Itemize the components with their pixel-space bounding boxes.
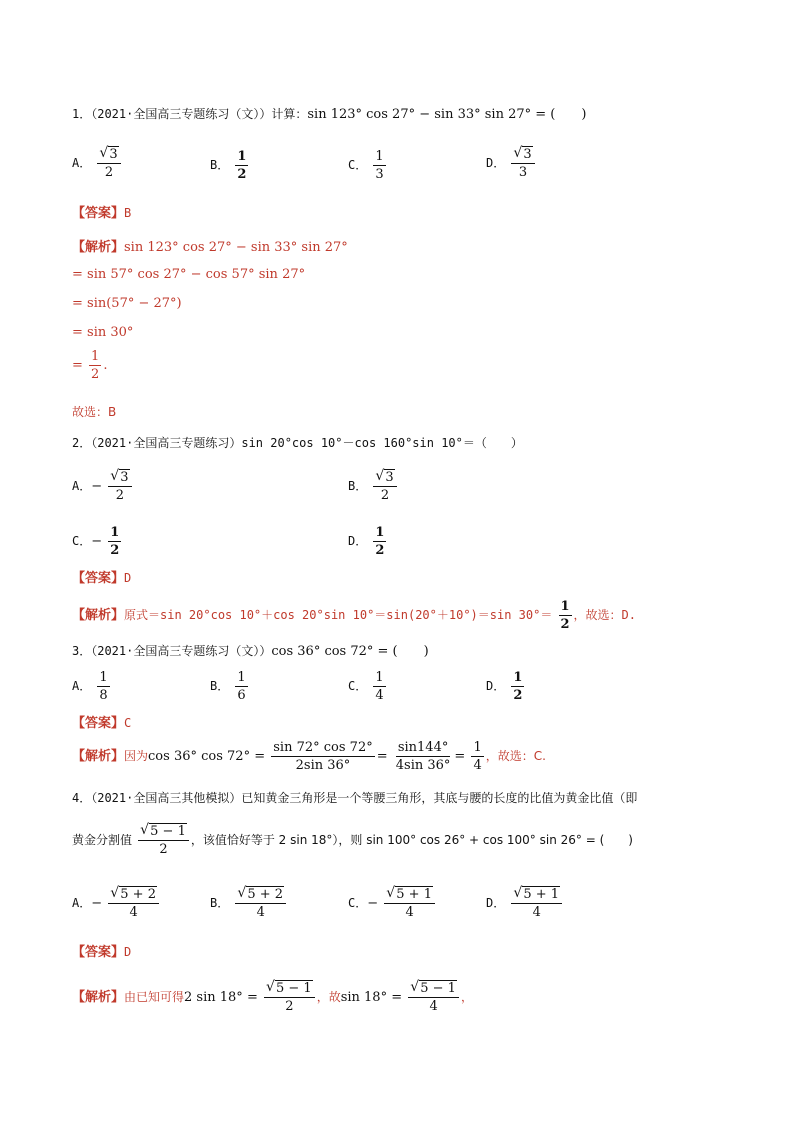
minus-sign: − <box>367 896 379 911</box>
analysis-text: ， <box>460 990 473 1004</box>
q3-answer <box>72 717 131 730</box>
numerator: 5 − 1 <box>275 981 312 996</box>
analysis-expr: sin 18° = <box>340 990 403 1005</box>
fraction <box>559 600 572 631</box>
denominator: 2 <box>159 842 168 857</box>
analysis-expr: 2 sin 18° = <box>184 990 258 1005</box>
fraction: √ 5 + 2 4 <box>235 888 286 919</box>
q3-source: 3．（2021·全国高三专题练习（文）） <box>72 644 272 658</box>
fraction: √ 5 + 1 4 <box>511 888 562 919</box>
q2-option-b[interactable] <box>348 468 399 503</box>
q4-analysis <box>72 979 473 1014</box>
fraction: √ 5 − 1 4 <box>408 982 459 1013</box>
analysis-text: ，故 <box>316 990 341 1004</box>
fraction <box>89 350 101 381</box>
minus-sign: − <box>91 534 103 549</box>
analysis-tag: 【解析】 <box>72 240 125 255</box>
equals-sign: = <box>72 358 83 373</box>
equals-sign: = <box>454 749 466 764</box>
denominator: 8 <box>99 688 108 703</box>
fraction <box>271 741 374 772</box>
denominator: 4 <box>429 999 438 1014</box>
fraction: √ 5 − 1 2 <box>138 825 189 856</box>
denominator: 2 <box>237 167 247 182</box>
answer-tag: 【答案】 <box>72 945 125 960</box>
denominator: 2 <box>104 165 114 180</box>
fraction: √ 3 2 <box>108 471 131 502</box>
q4-header: 4．（2021·全国高三其他模拟）已知黄金三角形是一个等腰三角形，其底与腰的长度的比值为黄金比值（即 <box>72 791 638 805</box>
option-label: C． <box>72 534 92 548</box>
option-label: D． <box>486 896 506 910</box>
analysis-end: ，故选：D. <box>573 608 636 622</box>
q3-header <box>72 645 429 658</box>
analysis-text: 由已知可得 <box>124 990 185 1004</box>
q2-analysis <box>72 600 636 631</box>
denominator: 2 <box>110 543 120 558</box>
denominator: 4 <box>532 905 541 920</box>
analysis-lhs: cos 36° cos 72° = <box>148 749 266 764</box>
denominator: 6 <box>237 688 246 703</box>
numerator: 1 <box>91 349 100 364</box>
fraction <box>373 526 386 557</box>
numerator: 5 + 1 <box>396 887 432 902</box>
numerator: 1 <box>99 670 108 685</box>
numerator: 1 <box>513 670 523 685</box>
option-label: B． <box>348 479 368 493</box>
denominator: 4 <box>405 905 414 920</box>
numerator: 5 − 1 <box>150 824 186 839</box>
answer-value: D <box>124 571 132 585</box>
denominator: 2 <box>513 688 523 703</box>
answer-value: D <box>124 945 132 959</box>
numerator: 3 <box>109 147 118 162</box>
option-label: B． <box>210 158 230 172</box>
numerator: 5 + 1 <box>523 887 560 902</box>
numerator: 3 <box>120 470 129 485</box>
q1-option-d[interactable] <box>486 145 537 180</box>
fraction: √ 3 2 <box>97 148 120 179</box>
option-label: B． <box>210 679 230 693</box>
option-label: D． <box>348 534 368 548</box>
minus-sign: − <box>91 896 103 911</box>
period: . <box>103 358 108 373</box>
denominator: 2 <box>91 367 100 382</box>
numerator: sin144° <box>397 740 449 755</box>
numerator: 5 − 1 <box>420 981 456 996</box>
q3-option-a[interactable] <box>72 671 112 702</box>
numerator: 1 <box>375 670 384 685</box>
fraction <box>471 741 483 772</box>
numerator: 1 <box>375 525 385 540</box>
fraction: √ 3 2 <box>373 471 396 502</box>
numerator: 1 <box>110 525 120 540</box>
q3-analysis <box>72 741 546 772</box>
fraction <box>235 150 248 181</box>
q2-option-a[interactable] <box>72 468 134 503</box>
option-label: C． <box>348 679 368 693</box>
numerator: 1 <box>237 670 246 685</box>
fraction <box>394 741 453 772</box>
denominator: 2 <box>380 488 390 503</box>
answer-tag: 【答案】 <box>72 206 125 221</box>
q3-option-d[interactable] <box>486 671 526 702</box>
q4-answer <box>72 946 131 959</box>
option-label: A． <box>72 679 92 693</box>
q4-option-c[interactable] <box>348 885 437 920</box>
q1-analysis-line-3: = sin(57° − 27°) <box>72 296 182 311</box>
denominator: 4 <box>473 758 482 773</box>
denominator: 3 <box>518 165 528 180</box>
q3-option-c[interactable] <box>348 671 388 702</box>
q1-analysis-line-2: = sin 57° cos 27° − cos 57° sin 27° <box>72 267 306 282</box>
denominator: 2 <box>115 488 125 503</box>
denominator: 4 <box>129 905 138 920</box>
option-label: D． <box>486 679 506 693</box>
denominator: 3 <box>375 167 384 182</box>
q1-analysis-line-1 <box>72 241 348 254</box>
q1-analysis-line-4: = sin 30° <box>72 325 134 340</box>
q4-line-2 <box>72 822 633 857</box>
analysis-end: ，故选：C. <box>485 749 546 763</box>
q1-choose: 故选：B <box>72 405 117 419</box>
denominator: 2 <box>560 617 570 632</box>
numerator: 1 <box>237 149 247 164</box>
option-label: A． <box>72 896 92 910</box>
analysis-text: 原式＝sin 20°cos 10°＋cos 20°sin 10°＝sin(20°＋10°)＝sin 30°＝ <box>124 608 553 622</box>
numerator: 5 + 2 <box>247 887 284 902</box>
denominator: 2 <box>375 543 385 558</box>
analysis-tag: 【解析】 <box>72 990 125 1005</box>
answer-tag: 【答案】 <box>72 716 125 731</box>
fraction: √ 3 3 <box>511 148 534 179</box>
denominator: 4 <box>256 905 265 920</box>
q2-option-c[interactable] <box>72 526 123 557</box>
fraction <box>511 671 524 702</box>
numerator: 1 <box>560 599 570 614</box>
analysis-tag: 【解析】 <box>72 608 125 623</box>
fraction <box>235 671 247 702</box>
denominator: 4 <box>375 688 384 703</box>
option-label: A． <box>72 156 92 170</box>
fraction: √ 5 + 1 4 <box>384 888 435 919</box>
numerator: 5 + 2 <box>120 887 156 902</box>
q1-analysis-line-5 <box>72 350 107 381</box>
q4-option-b[interactable] <box>210 885 288 920</box>
q2-option-d[interactable] <box>348 526 388 557</box>
q4-option-d[interactable] <box>486 885 564 920</box>
q3-option-b[interactable] <box>210 671 250 702</box>
q2-header: 2．（2021·全国高三专题练习）sin 20°cos 10°－cos 160°sin 10°＝（ ） <box>72 436 523 450</box>
fraction <box>108 526 121 557</box>
option-label: A． <box>72 479 92 493</box>
answer-value: C <box>124 716 132 730</box>
denominator: 2sin 36° <box>295 758 351 773</box>
answer-value: B <box>124 206 132 220</box>
q1-expression: sin 123° cos 27° − sin 33° sin 27° = ( ) <box>307 107 587 122</box>
q1-source: 1．（2021·全国高三专题练习（文））计算： <box>72 107 308 121</box>
option-label: C． <box>348 158 368 172</box>
fraction <box>97 671 109 702</box>
q1-option-b[interactable] <box>210 150 250 181</box>
analysis-because: 因为 <box>124 749 149 763</box>
numerator: 3 <box>385 470 394 485</box>
denominator: 4sin 36° <box>395 758 451 773</box>
q4-question-text: ，该值恰好等于 2 sin 18°），则 sin 100° cos 26° + cos 100° sin 26° = ( ) <box>190 833 633 847</box>
fraction: √ 5 − 1 2 <box>264 982 315 1013</box>
q4-option-a[interactable] <box>72 885 161 920</box>
option-label: B． <box>210 896 230 910</box>
q2-answer <box>72 572 131 585</box>
fraction: √ 5 + 2 4 <box>108 888 159 919</box>
numerator: 3 <box>523 147 532 162</box>
option-label: C． <box>348 896 368 910</box>
numerator: 1 <box>375 149 384 164</box>
numerator: 1 <box>473 740 482 755</box>
q1-header <box>72 108 586 121</box>
q3-expression: cos 36° cos 72° = ( ) <box>271 644 429 659</box>
answer-tag: 【答案】 <box>72 571 125 586</box>
q1-answer <box>72 207 131 220</box>
fraction <box>373 150 385 181</box>
option-label: D． <box>486 156 506 170</box>
numerator: sin 72° cos 72° <box>273 740 373 755</box>
q1-option-c[interactable] <box>348 150 388 181</box>
denominator: 2 <box>285 999 294 1014</box>
step: sin 123° cos 27° − sin 33° sin 27° <box>124 240 348 255</box>
q4-golden-text: 黄金分割值 <box>72 833 133 847</box>
q1-option-a[interactable] <box>72 145 123 180</box>
minus-sign: − <box>91 479 103 494</box>
analysis-tag: 【解析】 <box>72 749 125 764</box>
fraction <box>373 671 385 702</box>
equals-sign: = <box>376 749 388 764</box>
